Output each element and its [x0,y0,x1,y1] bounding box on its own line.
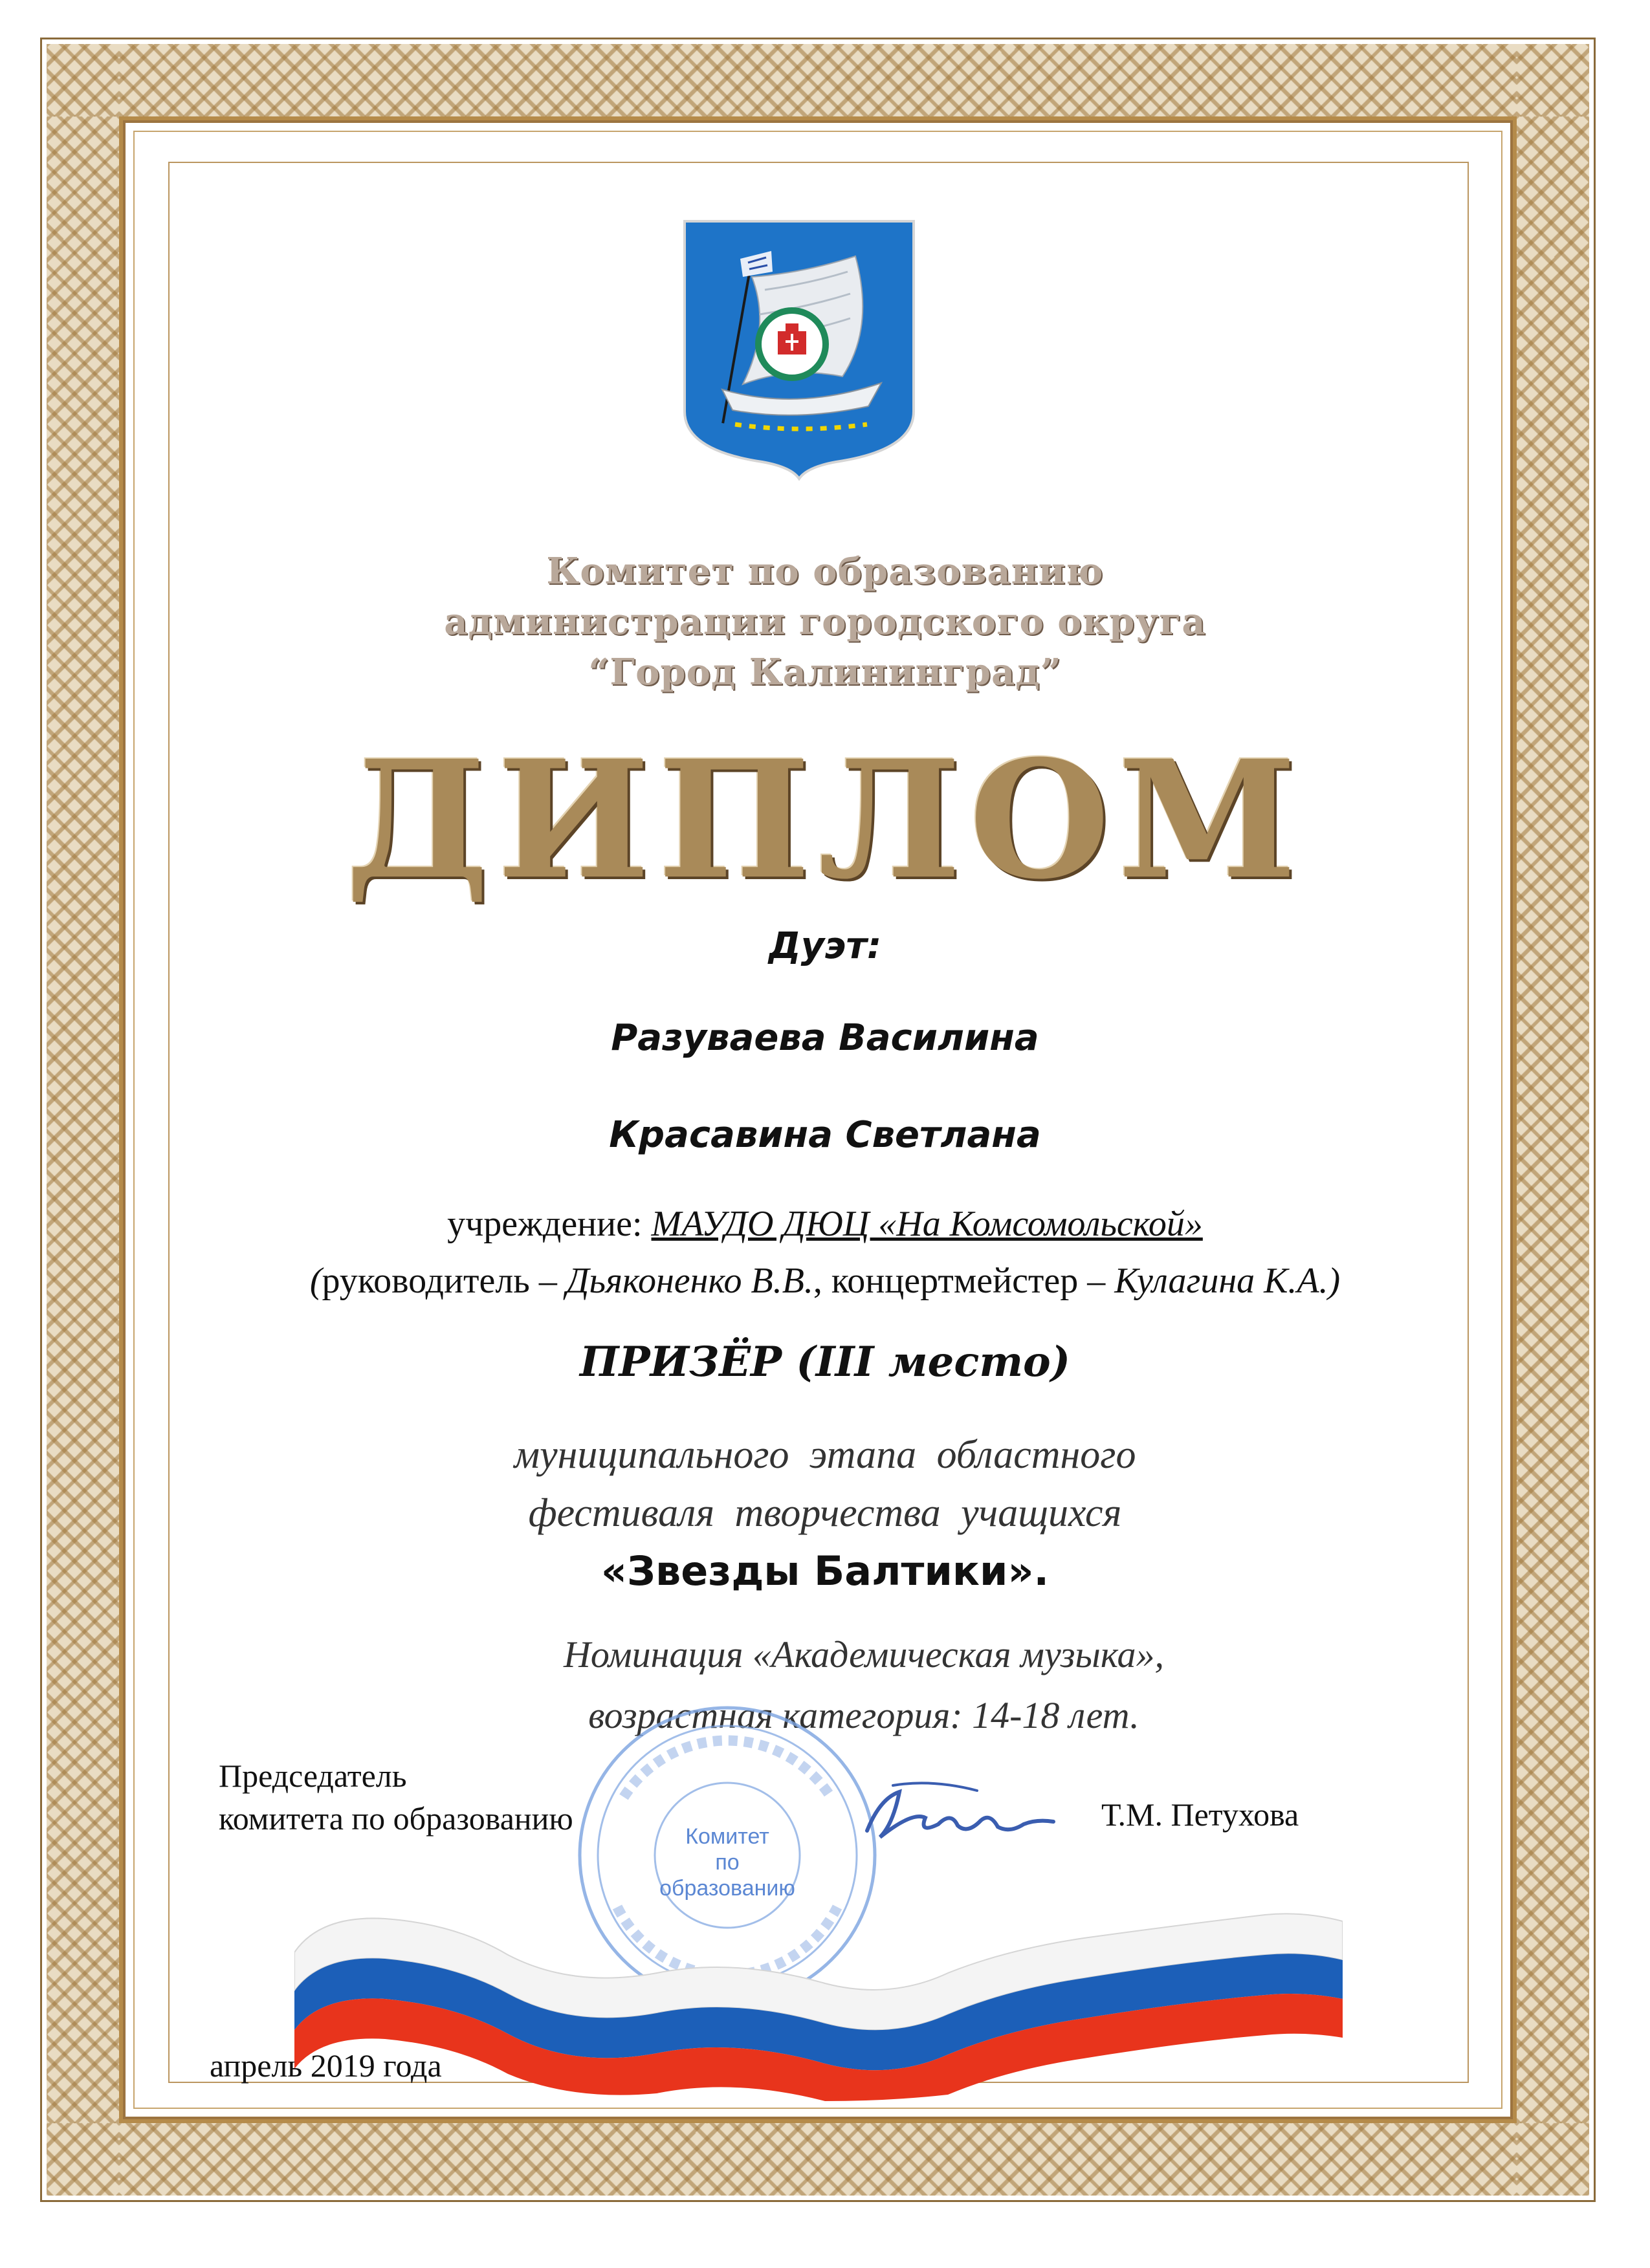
signatory-title-line-1: Председатель [219,1758,407,1794]
festival-line-1: муниципального этапа областного [514,1433,1136,1477]
russian-flag-ribbon-icon [294,1895,1343,2102]
diploma-title: ДИПЛОМ [345,725,1305,915]
issue-date: апрель 2019 года [210,2047,442,2084]
stamp-text-line-3: образованию [659,1876,795,1901]
award-title: ПРИЗЁР (III место) [580,1338,1070,1386]
kaliningrad-coat-of-arms-icon [681,217,918,483]
signatory-title-line-2: комитета по образованию [219,1800,573,1837]
stamp-text-line-2: по [715,1850,740,1875]
recipient-name-2: Красавина Светлана [609,1114,1041,1156]
leader-label: руководитель – [322,1261,566,1301]
nomination-line-2: возрастная категория: 14-18 лет. [588,1694,1139,1736]
committee-name-line-2: администрации городского округа [444,600,1206,643]
institution-line [0,1203,1650,1245]
committee-name-line-3: “Город Калининград” [588,651,1062,693]
accompanist-name: Кулагина К.А. [1114,1261,1328,1301]
handwritten-signature-icon [854,1772,1061,1857]
signatory-title [219,1754,573,1840]
signatory-name: Т.М. Петухова [1101,1796,1299,1833]
institution-name: МАУДО ДЮЦ «На Комсомольской» [651,1204,1203,1244]
accompanist-label: , концертмейстер – [813,1261,1115,1301]
leaders-open-paren: ( [309,1261,322,1301]
recipient-name-1: Разуваева Василина [611,1017,1039,1059]
committee-name-line-1: Комитет по образованию [546,550,1104,593]
nomination-line-1: Номинация «Академическая музыка», [563,1633,1165,1675]
leaders-close-paren: ) [1328,1261,1341,1301]
recipient-type-label: Дуэт: [768,925,882,967]
leader-name: Дьяконенко В.В. [566,1261,813,1301]
stamp-text-line-1: Комитет [685,1824,769,1849]
festival-name: «Звезды Балтики». [600,1547,1050,1595]
institution-label: учреждение: [447,1204,652,1244]
leaders-line [0,1260,1650,1302]
festival-line-2: фестиваля творчества учащихся [528,1491,1122,1535]
